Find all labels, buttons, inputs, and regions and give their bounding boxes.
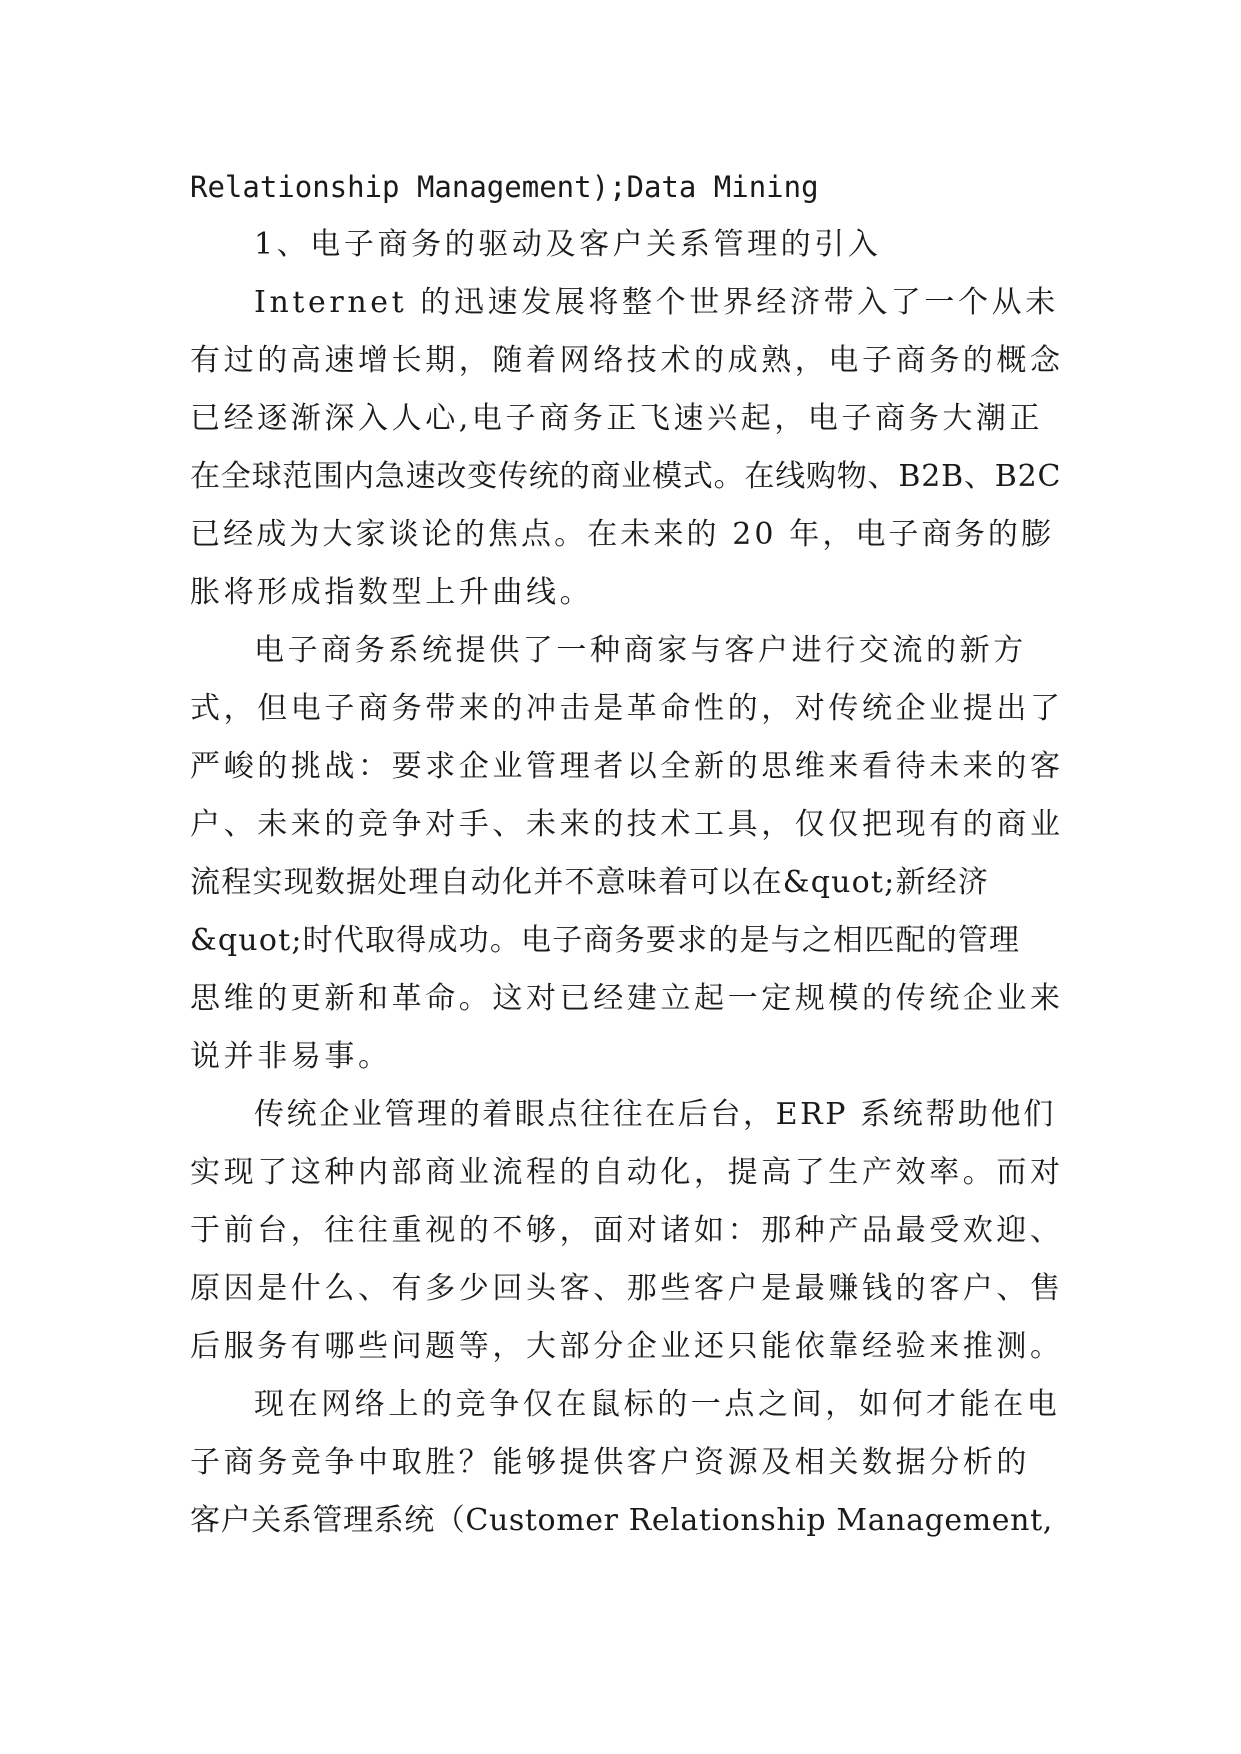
keywords-continuation: Relationship Management);Data Mining xyxy=(190,170,819,204)
paragraph-line: 式，但电子商务带来的冲击是革命性的，对传统企业提出了 xyxy=(190,691,1064,726)
paragraph-line: 在全球范围内急速改变传统的商业模式。在线购物、B2B、B2C xyxy=(190,459,1062,494)
paragraph-line: 子商务竞争中取胜？能够提供客户资源及相关数据分析的 xyxy=(190,1445,1030,1480)
paragraph-line: 实现了这种内部商业流程的自动化，提高了生产效率。而对 xyxy=(190,1155,1064,1190)
section-heading: 1、电子商务的驱动及客户关系管理的引入 xyxy=(254,227,882,262)
paragraph-line: 说并非易事。 xyxy=(190,1039,392,1074)
paragraph-line: 后服务有哪些问题等，大部分企业还只能依靠经验来推测。 xyxy=(190,1329,1064,1364)
paragraph-ecommerce-challenge xyxy=(190,622,1066,1086)
paragraph-line: 于前台，往往重视的不够，面对诸如：那种产品最受欢迎、 xyxy=(190,1213,1064,1248)
paragraph-line: 客户关系管理系统（Customer Relationship Management, xyxy=(190,1503,1053,1538)
paragraph-line: 原因是什么、有多少回头客、那些客户是最赚钱的客户、售 xyxy=(190,1271,1064,1306)
paragraph-line: 已经逐渐深入人心,电子商务正飞速兴起，电子商务大潮正 xyxy=(190,401,1044,436)
paragraph-line: 严峻的挑战：要求企业管理者以全新的思维来看待未来的客 xyxy=(190,749,1064,784)
paragraph-line: Internet 的迅速发展将整个世界经济带入了一个从未 xyxy=(254,285,1059,320)
paragraph-line: 传统企业管理的着眼点往往在后台，ERP 系统帮助他们 xyxy=(254,1097,1056,1132)
paragraph-line: 电子商务系统提供了一种商家与客户进行交流的新方 xyxy=(254,633,1027,668)
paragraph-line: 流程实现数据处理自动化并不意味着可以在&quot;新经济 xyxy=(190,865,990,900)
paragraph-line: 户、未来的竞争对手、未来的技术工具，仅仅把现有的商业 xyxy=(190,807,1064,842)
paragraph-traditional-management xyxy=(190,1086,1066,1376)
paragraph-line: 已经成为大家谈论的焦点。在未来的 20 年，电子商务的膨 xyxy=(190,517,1055,552)
paragraph-line: 胀将形成指数型上升曲线。 xyxy=(190,575,594,610)
paragraph-internet-growth xyxy=(190,274,1066,622)
document-body xyxy=(190,158,1066,1550)
paragraph-line: 有过的高速增长期，随着网络技术的成熟，电子商务的概念 xyxy=(190,343,1064,378)
paragraph-line: 现在网络上的竞争仅在鼠标的一点之间，如何才能在电 xyxy=(254,1387,1061,1422)
paragraph-crm-intro xyxy=(190,1376,1066,1550)
paragraph-line: &quot;时代取得成功。电子商务要求的是与之相匹配的管理 xyxy=(190,923,1021,958)
paragraph-line: 思维的更新和革命。这对已经建立起一定规模的传统企业来 xyxy=(190,981,1064,1016)
